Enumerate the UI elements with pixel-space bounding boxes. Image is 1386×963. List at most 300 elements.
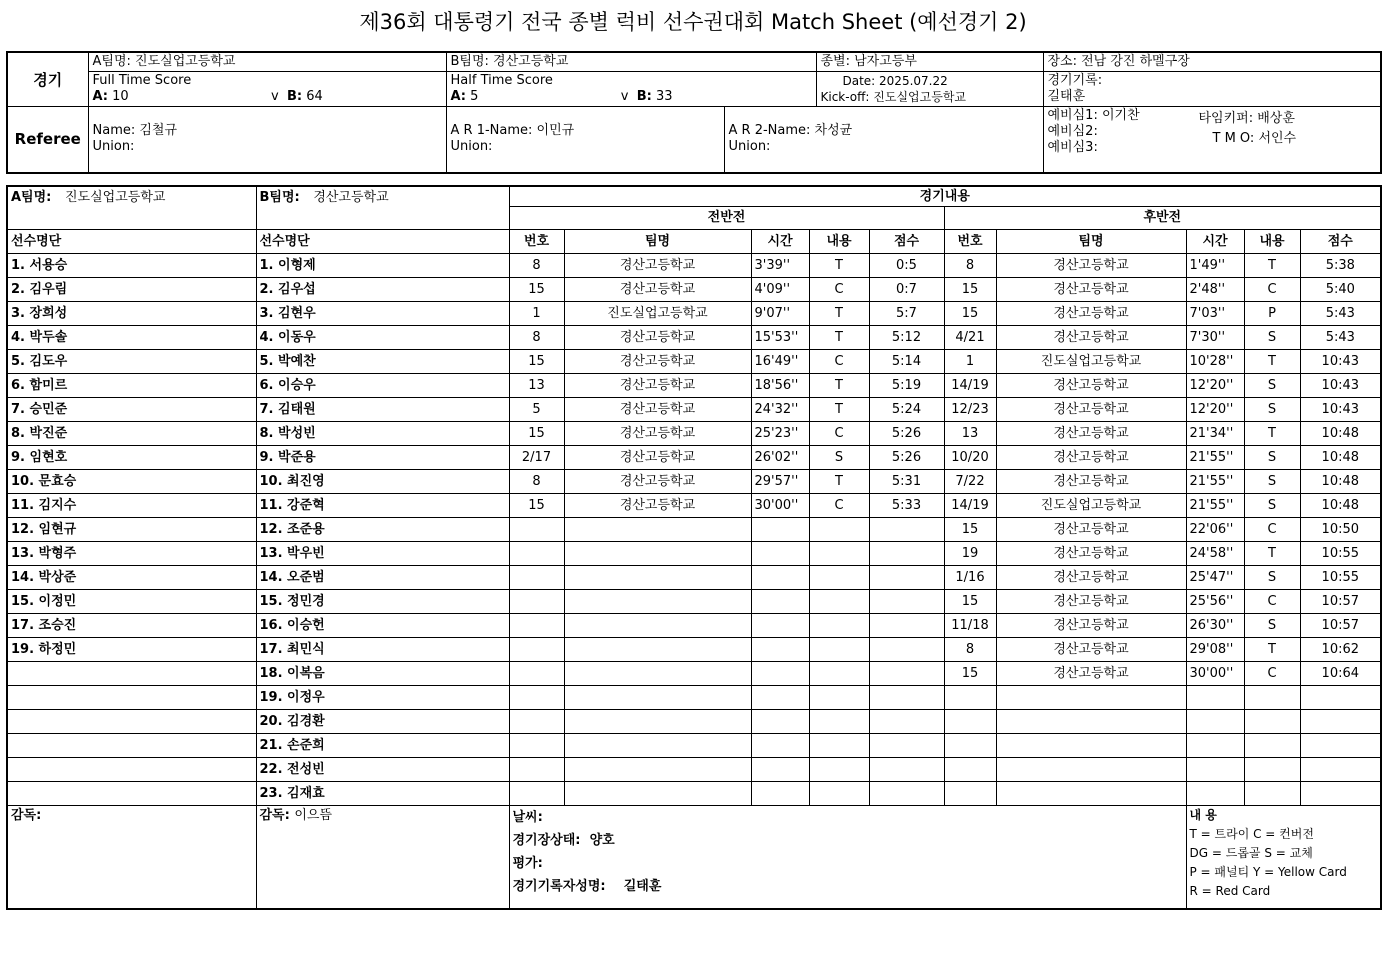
first-event-time bbox=[751, 710, 809, 734]
referee-label: Referee bbox=[7, 107, 88, 173]
first-event-time: 30'00'' bbox=[751, 494, 809, 518]
second-event-team: 경산고등학교 bbox=[996, 446, 1186, 470]
second-event-type: P bbox=[1244, 302, 1300, 326]
second-event-team bbox=[996, 710, 1186, 734]
second-event-type: C bbox=[1244, 662, 1300, 686]
second-event-type bbox=[1244, 758, 1300, 782]
first-event-team bbox=[564, 734, 751, 758]
col-team: 팀명 bbox=[564, 230, 751, 254]
first-event-type: T bbox=[809, 470, 869, 494]
second-event-time: 21'34'' bbox=[1186, 422, 1244, 446]
player-a: 19. 하정민 bbox=[7, 638, 256, 662]
second-event-no: 15 bbox=[944, 518, 996, 542]
first-event-score bbox=[869, 662, 944, 686]
second-event-team: 경산고등학교 bbox=[996, 542, 1186, 566]
first-event-score bbox=[869, 566, 944, 590]
second-event-type: T bbox=[1244, 422, 1300, 446]
second-event-team: 경산고등학교 bbox=[996, 398, 1186, 422]
table-row bbox=[7, 374, 1381, 398]
second-event-no: 12/23 bbox=[944, 398, 996, 422]
first-event-score bbox=[869, 710, 944, 734]
roster-a-header: 선수명단 bbox=[7, 230, 256, 254]
second-event-type: S bbox=[1244, 326, 1300, 350]
venue: 장소: 전남 강진 하멜구장 bbox=[1043, 52, 1381, 72]
second-event-time bbox=[1186, 686, 1244, 710]
first-event-team: 경산고등학교 bbox=[564, 254, 751, 278]
match-notes bbox=[509, 806, 1186, 909]
player-b: 19. 이정우 bbox=[256, 686, 509, 710]
second-event-time: 22'06'' bbox=[1186, 518, 1244, 542]
player-a: 5. 김도우 bbox=[7, 350, 256, 374]
first-event-team: 경산고등학교 bbox=[564, 350, 751, 374]
player-b: 18. 이복음 bbox=[256, 662, 509, 686]
player-a: 1. 서용승 bbox=[7, 254, 256, 278]
player-b: 1. 이형제 bbox=[256, 254, 509, 278]
second-event-time bbox=[1186, 782, 1244, 806]
player-b: 7. 김태원 bbox=[256, 398, 509, 422]
first-event-type bbox=[809, 590, 869, 614]
second-event-score: 10:50 bbox=[1300, 518, 1381, 542]
first-event-score bbox=[869, 638, 944, 662]
second-event-score bbox=[1300, 686, 1381, 710]
second-event-time: 7'03'' bbox=[1186, 302, 1244, 326]
col-time: 시간 bbox=[751, 230, 809, 254]
second-event-no: 11/18 bbox=[944, 614, 996, 638]
player-a bbox=[7, 782, 256, 806]
col-score: 점수 bbox=[1300, 230, 1381, 254]
first-event-score bbox=[869, 782, 944, 806]
second-event-time: 25'47'' bbox=[1186, 566, 1244, 590]
coach-a: 감독: bbox=[7, 806, 256, 909]
first-event-type bbox=[809, 758, 869, 782]
second-event-score bbox=[1300, 710, 1381, 734]
table-row bbox=[7, 254, 1381, 278]
first-event-time bbox=[751, 542, 809, 566]
first-event-time bbox=[751, 758, 809, 782]
player-a: 7. 승민준 bbox=[7, 398, 256, 422]
second-event-time: 1'49'' bbox=[1186, 254, 1244, 278]
first-event-team bbox=[564, 638, 751, 662]
first-event-team bbox=[564, 590, 751, 614]
first-event-score bbox=[869, 758, 944, 782]
player-a bbox=[7, 710, 256, 734]
second-event-time: 24'58'' bbox=[1186, 542, 1244, 566]
weather: 날씨: bbox=[512, 810, 543, 825]
second-half-header: 후반전 bbox=[944, 207, 1381, 230]
col-score: 점수 bbox=[869, 230, 944, 254]
col-no: 번호 bbox=[944, 230, 996, 254]
first-event-score: 5:12 bbox=[869, 326, 944, 350]
field-condition: 경기장상태: 양호 bbox=[512, 833, 615, 848]
first-event-type: T bbox=[809, 398, 869, 422]
first-event-team bbox=[564, 782, 751, 806]
player-a bbox=[7, 758, 256, 782]
first-event-team: 경산고등학교 bbox=[564, 470, 751, 494]
table-row bbox=[7, 278, 1381, 302]
second-event-time: 25'56'' bbox=[1186, 590, 1244, 614]
second-event-team: 경산고등학교 bbox=[996, 638, 1186, 662]
first-event-no bbox=[509, 614, 564, 638]
table-row bbox=[7, 734, 1381, 758]
first-event-no: 5 bbox=[509, 398, 564, 422]
second-event-team: 경산고등학교 bbox=[996, 326, 1186, 350]
second-event-no: 15 bbox=[944, 302, 996, 326]
kickoff: Kick-off: 진도실업고등학교 bbox=[820, 90, 967, 104]
second-event-team bbox=[996, 734, 1186, 758]
second-event-no bbox=[944, 710, 996, 734]
first-event-no bbox=[509, 710, 564, 734]
second-event-team: 경산고등학교 bbox=[996, 590, 1186, 614]
table-row bbox=[7, 494, 1381, 518]
second-event-type: S bbox=[1244, 398, 1300, 422]
first-event-type bbox=[809, 518, 869, 542]
recorder: 경기기록: 길태훈 bbox=[1043, 72, 1381, 107]
second-event-type: S bbox=[1244, 566, 1300, 590]
first-event-team bbox=[564, 758, 751, 782]
second-event-type: T bbox=[1244, 254, 1300, 278]
first-event-no bbox=[509, 782, 564, 806]
first-event-team bbox=[564, 566, 751, 590]
table-row bbox=[7, 590, 1381, 614]
second-event-time: 12'20'' bbox=[1186, 398, 1244, 422]
first-event-no bbox=[509, 518, 564, 542]
second-event-no: 7/22 bbox=[944, 470, 996, 494]
second-event-score bbox=[1300, 758, 1381, 782]
player-b: 3. 김현우 bbox=[256, 302, 509, 326]
legend: 내 용 T = 트라이 C = 컨버전 DG = 드롭골 S = 교체 P = 패널티 Y = Yellow Card R = Red Card bbox=[1186, 806, 1381, 909]
match-date: Date: 2025.07.22 bbox=[842, 74, 948, 88]
second-event-no: 1 bbox=[944, 350, 996, 374]
first-event-score: 5:19 bbox=[869, 374, 944, 398]
team-b-name: B팀명: 경산고등학교 bbox=[446, 52, 816, 72]
first-event-type bbox=[809, 542, 869, 566]
player-b: 9. 박준용 bbox=[256, 446, 509, 470]
second-event-type: S bbox=[1244, 446, 1300, 470]
player-b: 20. 김경환 bbox=[256, 710, 509, 734]
tmo: T M O: 서인수 bbox=[1212, 131, 1297, 146]
first-event-no bbox=[509, 590, 564, 614]
second-event-score: 10:48 bbox=[1300, 494, 1381, 518]
second-event-type: S bbox=[1244, 374, 1300, 398]
first-event-time bbox=[751, 518, 809, 542]
first-event-score bbox=[869, 518, 944, 542]
second-event-time: 10'28'' bbox=[1186, 350, 1244, 374]
second-event-time: 2'48'' bbox=[1186, 278, 1244, 302]
first-event-no bbox=[509, 734, 564, 758]
second-event-time bbox=[1186, 758, 1244, 782]
score-sheet-table bbox=[6, 185, 1382, 910]
first-event-type: T bbox=[809, 374, 869, 398]
second-event-no: 8 bbox=[944, 638, 996, 662]
match-label: 경기 bbox=[7, 52, 88, 107]
player-a: 6. 함미르 bbox=[7, 374, 256, 398]
second-event-team: 경산고등학교 bbox=[996, 254, 1186, 278]
player-b: 5. 박예찬 bbox=[256, 350, 509, 374]
col-no: 번호 bbox=[509, 230, 564, 254]
first-event-team bbox=[564, 518, 751, 542]
player-b: 4. 이동우 bbox=[256, 326, 509, 350]
player-a: 15. 이정민 bbox=[7, 590, 256, 614]
first-event-type: C bbox=[809, 422, 869, 446]
second-event-no bbox=[944, 782, 996, 806]
first-event-team: 경산고등학교 bbox=[564, 446, 751, 470]
first-event-time: 24'32'' bbox=[751, 398, 809, 422]
second-event-score: 10:48 bbox=[1300, 446, 1381, 470]
col-team: 팀명 bbox=[996, 230, 1186, 254]
first-event-score bbox=[869, 614, 944, 638]
category: 종별: 남자고등부 bbox=[816, 52, 1043, 72]
player-b: 22. 전성빈 bbox=[256, 758, 509, 782]
first-event-time: 25'23'' bbox=[751, 422, 809, 446]
first-event-score: 5:7 bbox=[869, 302, 944, 326]
table-row bbox=[7, 710, 1381, 734]
second-event-type bbox=[1244, 782, 1300, 806]
second-event-score: 10:55 bbox=[1300, 542, 1381, 566]
second-event-team: 경산고등학교 bbox=[996, 614, 1186, 638]
second-event-team: 경산고등학교 bbox=[996, 662, 1186, 686]
second-event-no: 19 bbox=[944, 542, 996, 566]
team-b-header: B팀명: 경산고등학교 bbox=[256, 186, 509, 230]
second-event-type bbox=[1244, 710, 1300, 734]
player-a: 12. 임현규 bbox=[7, 518, 256, 542]
first-event-score: 5:26 bbox=[869, 446, 944, 470]
first-event-no bbox=[509, 662, 564, 686]
second-event-no bbox=[944, 686, 996, 710]
first-event-team: 경산고등학교 bbox=[564, 278, 751, 302]
first-event-time bbox=[751, 566, 809, 590]
full-score-b: 64 bbox=[306, 89, 323, 104]
second-event-time: 7'30'' bbox=[1186, 326, 1244, 350]
first-event-no bbox=[509, 542, 564, 566]
first-event-team: 경산고등학교 bbox=[564, 494, 751, 518]
second-event-score: 10:48 bbox=[1300, 422, 1381, 446]
table-row bbox=[7, 302, 1381, 326]
player-b: 21. 손준희 bbox=[256, 734, 509, 758]
first-event-time bbox=[751, 662, 809, 686]
first-event-time: 15'53'' bbox=[751, 326, 809, 350]
player-a: 10. 문효승 bbox=[7, 470, 256, 494]
second-event-no: 1/16 bbox=[944, 566, 996, 590]
table-row bbox=[7, 614, 1381, 638]
player-a: 13. 박형주 bbox=[7, 542, 256, 566]
player-b: 11. 강준혁 bbox=[256, 494, 509, 518]
half-score-b: 33 bbox=[655, 89, 673, 104]
second-event-score: 10:64 bbox=[1300, 662, 1381, 686]
second-event-no: 10/20 bbox=[944, 446, 996, 470]
second-event-score: 10:55 bbox=[1300, 566, 1381, 590]
table-row bbox=[7, 518, 1381, 542]
second-event-team bbox=[996, 782, 1186, 806]
second-event-score: 5:38 bbox=[1300, 254, 1381, 278]
player-a: 3. 장희성 bbox=[7, 302, 256, 326]
first-event-score: 5:33 bbox=[869, 494, 944, 518]
second-event-type: T bbox=[1244, 638, 1300, 662]
second-event-team: 경산고등학교 bbox=[996, 518, 1186, 542]
second-event-type: C bbox=[1244, 278, 1300, 302]
second-event-team bbox=[996, 686, 1186, 710]
first-event-type: T bbox=[809, 254, 869, 278]
first-event-time: 26'02'' bbox=[751, 446, 809, 470]
first-event-no: 8 bbox=[509, 470, 564, 494]
second-event-no: 4/21 bbox=[944, 326, 996, 350]
first-event-score bbox=[869, 686, 944, 710]
second-event-no: 15 bbox=[944, 662, 996, 686]
first-event-type bbox=[809, 782, 869, 806]
player-b: 10. 최진영 bbox=[256, 470, 509, 494]
table-row bbox=[7, 638, 1381, 662]
player-a bbox=[7, 686, 256, 710]
first-event-no: 15 bbox=[509, 350, 564, 374]
first-event-no bbox=[509, 758, 564, 782]
second-event-type: S bbox=[1244, 470, 1300, 494]
second-event-score bbox=[1300, 734, 1381, 758]
first-event-time bbox=[751, 638, 809, 662]
second-event-score: 10:57 bbox=[1300, 614, 1381, 638]
first-event-time: 16'49'' bbox=[751, 350, 809, 374]
first-event-team bbox=[564, 614, 751, 638]
second-event-no: 14/19 bbox=[944, 494, 996, 518]
player-a bbox=[7, 734, 256, 758]
first-event-score: 0:7 bbox=[869, 278, 944, 302]
team-a-header: A팀명: 진도실업고등학교 bbox=[7, 186, 256, 230]
table-row bbox=[7, 758, 1381, 782]
second-event-no: 13 bbox=[944, 422, 996, 446]
table-row bbox=[7, 422, 1381, 446]
second-event-no: 8 bbox=[944, 254, 996, 278]
player-a: 14. 박상준 bbox=[7, 566, 256, 590]
second-event-no bbox=[944, 758, 996, 782]
first-event-team: 진도실업고등학교 bbox=[564, 302, 751, 326]
second-event-score: 5:43 bbox=[1300, 302, 1381, 326]
table-row bbox=[7, 350, 1381, 374]
first-event-time: 3'39'' bbox=[751, 254, 809, 278]
first-event-time: 29'57'' bbox=[751, 470, 809, 494]
officials: 예비심1: 이기찬 예비심2: 예비심3: 타임키퍼: 배상훈 T M O: 서인수 bbox=[1043, 107, 1381, 173]
table-row bbox=[7, 446, 1381, 470]
player-b: 12. 조준용 bbox=[256, 518, 509, 542]
first-event-team: 경산고등학교 bbox=[564, 422, 751, 446]
player-b: 6. 이승우 bbox=[256, 374, 509, 398]
second-event-time: 12'20'' bbox=[1186, 374, 1244, 398]
table-row bbox=[7, 566, 1381, 590]
first-event-type bbox=[809, 662, 869, 686]
second-event-no bbox=[944, 734, 996, 758]
second-event-score: 10:48 bbox=[1300, 470, 1381, 494]
first-event-team: 경산고등학교 bbox=[564, 398, 751, 422]
first-event-type: S bbox=[809, 446, 869, 470]
second-event-team: 경산고등학교 bbox=[996, 278, 1186, 302]
first-event-score bbox=[869, 542, 944, 566]
player-a: 9. 임현호 bbox=[7, 446, 256, 470]
player-a: 2. 김우림 bbox=[7, 278, 256, 302]
first-event-time bbox=[751, 590, 809, 614]
table-row bbox=[7, 782, 1381, 806]
referee: Name: 김철규 Union: bbox=[88, 107, 446, 173]
second-event-type bbox=[1244, 734, 1300, 758]
table-row bbox=[7, 662, 1381, 686]
first-event-team bbox=[564, 542, 751, 566]
second-event-type: S bbox=[1244, 614, 1300, 638]
second-event-team: 진도실업고등학교 bbox=[996, 350, 1186, 374]
second-event-time: 29'08'' bbox=[1186, 638, 1244, 662]
first-event-no bbox=[509, 638, 564, 662]
second-event-no: 14/19 bbox=[944, 374, 996, 398]
first-event-time: 9'07'' bbox=[751, 302, 809, 326]
player-b: 16. 이승헌 bbox=[256, 614, 509, 638]
second-event-type bbox=[1244, 686, 1300, 710]
first-event-team bbox=[564, 662, 751, 686]
first-event-score: 5:24 bbox=[869, 398, 944, 422]
match-info-table bbox=[6, 51, 1382, 174]
second-event-team: 진도실업고등학교 bbox=[996, 494, 1186, 518]
first-event-team: 경산고등학교 bbox=[564, 374, 751, 398]
first-event-no: 15 bbox=[509, 278, 564, 302]
first-event-time: 4'09'' bbox=[751, 278, 809, 302]
player-b: 8. 박성빈 bbox=[256, 422, 509, 446]
table-row bbox=[7, 398, 1381, 422]
second-event-score: 10:43 bbox=[1300, 398, 1381, 422]
first-event-type: C bbox=[809, 494, 869, 518]
second-event-time bbox=[1186, 734, 1244, 758]
player-a bbox=[7, 662, 256, 686]
first-event-no: 15 bbox=[509, 422, 564, 446]
second-event-score bbox=[1300, 782, 1381, 806]
col-type: 내용 bbox=[809, 230, 869, 254]
table-row bbox=[7, 686, 1381, 710]
second-event-score: 10:57 bbox=[1300, 590, 1381, 614]
second-event-score: 10:43 bbox=[1300, 350, 1381, 374]
first-event-team bbox=[564, 710, 751, 734]
first-event-no bbox=[509, 566, 564, 590]
page-title: 제36회 대통령기 전국 종별 럭비 선수권대회 Match Sheet (예선경기 2) bbox=[359, 10, 1027, 34]
second-event-type: C bbox=[1244, 518, 1300, 542]
table-row bbox=[7, 542, 1381, 566]
first-event-team bbox=[564, 686, 751, 710]
first-event-no bbox=[509, 686, 564, 710]
second-event-time: 21'55'' bbox=[1186, 470, 1244, 494]
player-b: 23. 김재효 bbox=[256, 782, 509, 806]
second-event-type: S bbox=[1244, 494, 1300, 518]
first-event-time: 18'56'' bbox=[751, 374, 809, 398]
player-a: 17. 조승진 bbox=[7, 614, 256, 638]
col-type: 내용 bbox=[1244, 230, 1300, 254]
first-event-time bbox=[751, 614, 809, 638]
table-row bbox=[7, 326, 1381, 350]
full-time-score: Full Time Score A: 10 v B: 64 bbox=[88, 72, 446, 107]
roster-b-header: 선수명단 bbox=[256, 230, 509, 254]
table-row bbox=[7, 470, 1381, 494]
second-event-team: 경산고등학교 bbox=[996, 302, 1186, 326]
second-event-team: 경산고등학교 bbox=[996, 470, 1186, 494]
first-event-type: C bbox=[809, 278, 869, 302]
first-event-score: 0:5 bbox=[869, 254, 944, 278]
player-a: 8. 박진준 bbox=[7, 422, 256, 446]
timekeeper: 타임키퍼: 배상훈 bbox=[1198, 111, 1295, 126]
second-event-time bbox=[1186, 710, 1244, 734]
first-event-type bbox=[809, 614, 869, 638]
first-event-score: 5:26 bbox=[869, 422, 944, 446]
player-b: 13. 박우빈 bbox=[256, 542, 509, 566]
player-a: 11. 김지수 bbox=[7, 494, 256, 518]
second-event-type: T bbox=[1244, 542, 1300, 566]
second-event-team: 경산고등학교 bbox=[996, 566, 1186, 590]
second-event-team: 경산고등학교 bbox=[996, 374, 1186, 398]
team-a-name: A팀명: 진도실업고등학교 bbox=[88, 52, 446, 72]
player-b: 14. 오준범 bbox=[256, 566, 509, 590]
record-writer: 경기기록자성명: 길태훈 bbox=[512, 879, 662, 894]
player-a: 4. 박두솔 bbox=[7, 326, 256, 350]
first-event-type: T bbox=[809, 302, 869, 326]
